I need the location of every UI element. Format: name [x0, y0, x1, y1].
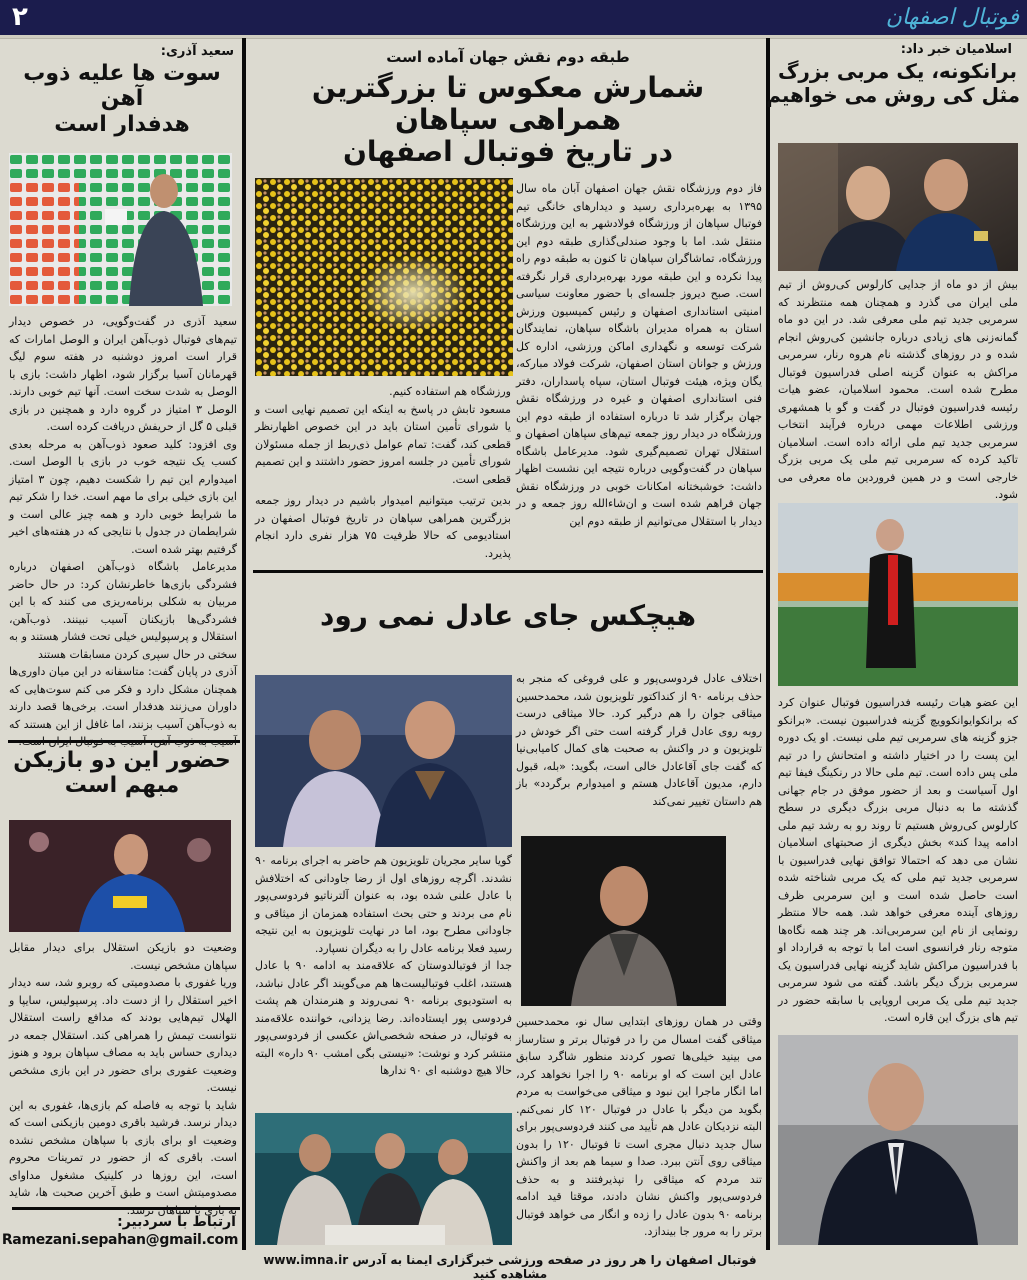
left-article-1-p1: سعید آذری در گفت‌وگویی، در خصوص دیدار تیم‌های فوتبال ذوب‌آهن ایران و الوصل امارات که قرار است امروز دوشنبه در هفته سوم لیگ قهرمانان آسیا برگزار شود، اظهار داشت: بازی با الوصل به شدت سخت است. آنها تیم خوبی دارند. الوصل ۳ امتیاز در گروه دارد و همچنین در بازی قبلی ۵ گل از حریفش دریافت کرده است.	[9, 315, 237, 433]
masthead-underline	[0, 35, 1027, 39]
photo-two-tv-hosts	[255, 675, 512, 847]
footer-text: فوتبال اصفهان را هر روز در صفحه ورزشی خبرگزاری ایمنا به آدرس www.imna.ir مشاهده کنید	[263, 1253, 757, 1280]
left-article-1-p4: آذری در پایان گفت: متاسفانه در این میان داوری‌ها همچنان مشکل دارد و فکر می کنم سوت‌هایی که داوران می‌زنند هدفدار است. برخی‌ها قصد دارند به ذوب‌آهن آسیب بزنند، اما غافل از این هستند که آسیب به ذوب آهن، آسیب به فوتبال ایران است.	[9, 665, 237, 748]
left-article-2-p1: وضعیت دو بازیکن استقلال برای دیدار مقابل سپاهان مشخص نیست.	[9, 941, 237, 972]
photo-queiroz-and-eslamian	[778, 143, 1018, 271]
center-top-headline-line1: شمارش معکوس تا بزرگترین همراهی سپاهان	[311, 71, 705, 137]
center-top-body-left-p3: بدین ترتیب میتوانیم امیدوار باشیم در دیدار روز جمعه بزرگترین همراهی سپاهان در تاریخ فوتبال اصفهان در استادیومی که حالا ظرفیت ۷۵ هزار نفری دارد انجام پذیرد.	[255, 494, 511, 560]
right-article-body-part1: بیش از دو ماه از جدایی کارلوس کی‌روش از تیم ملی ایران می گذرد و همچنان همه منتظرند که سرمربی جدید تیم ملی معرفی شد. در این دو ماه گمانه‌زنی های زیادی درباره جانشین کی‌روش انجام شده و در روزهای گذشته نام هروه رنار، سرمربی مراکش به عنوان گزینه اصلی فدراسیون فوتبال مطرح شده است. محمود اسلامیان، عضو هیات رئیسه فدراسیون فوتبال در گفت و گو با همشهری ورزشی اطلاعات مهمی درباره فرآیند انتخاب سرمربی جدید تیم ملی ارائه داده است. اسلامیان تاکید کرده که سرمربی تیم ملی یک مربی بزرگ خارجی است و در همین فروردین ماه معرفی می شود.	[778, 278, 1018, 501]
page-number: ۲	[12, 2, 28, 32]
left-article-2-p2: وریا غفوری با مصدومیتی که روبرو شد، سه دیدار اخیر استقلال را از دست داد. پرسپولیس، سایپا و الهلال تیم‌هایی بودند که مدافع راست استقلال نتوانست تیمش را همراهی کند. استقلال جمعه در دیداری حساس باید به مصاف سپاهان برود و هنوز وضعیت عفوری برای حضور در این بازی مشخص نیست.	[9, 976, 237, 1094]
newspaper-logo: فوتبال اصفهان	[885, 5, 1019, 30]
center-top-body-left-p1: ورزشگاه هم استفاده کنیم.	[389, 385, 511, 398]
photo-two-tv-hosts-image	[255, 675, 512, 847]
contact-label: ارتباط با سردبیر:	[117, 1214, 236, 1230]
center-bottom-body-left	[255, 852, 512, 1080]
photo-esteghlal-player	[9, 820, 231, 932]
column-divider-left	[242, 38, 246, 1268]
left-article-1-p2: وی افزود: کلید صعود ذوب‌آهن به مرحله بعدی کسب یک نتیجه خوب در بازی با الوصل است. امیدوارم این تیم را شکست دهیم، چون ۳ امتیاز این بازی خیلی برای ما مهم است. خدا را شکر تیم ما شرایط خوبی دارد و همه چیز عالی است و شرایطمان در جدول با نتایجی که در هفته‌های اخیر گرفتیم بهتر شده است.	[9, 437, 237, 556]
center-bottom-body-right-top: اختلاف عادل فردوسی‌پور و علی فروغی که منجر به حذف برنامه ۹۰ از کنداکتور تلویزیون شد، محمدحسین میثاقی جوان را هم درگیر کرد. حالا میثاقی درست روبه روی عادل قرار گرفته است حتی اگر خودش در تلویزیون و در واکنش به صحبت های کمال کامیابی‌نیا که گفت جای آقاعادل خالی است، بگوید: «بله، قبول دارم، مدیون آقاعادل هستم و امیدوارم برگردد» باز هم داستان تغییر نمی‌کند	[516, 672, 762, 808]
left-article-2-body	[9, 939, 237, 1219]
left-article-2-p3: شاید با توجه به فاصله کم بازی‌ها، غفوری به این دیدار نرسد. فرشید باقری دومین بازیکنی است که وضعیت او برای بازی با سپاهان مشخص نشده است. باقری که از حضور در تمرینات محروم است، این روزها در کلینیک مشغول مداوای مصدومیتش است و طبق آخرین صحبت ها، شاید به بازی با سپاهان نرسد.	[9, 1098, 237, 1217]
center-top-article-header	[253, 48, 763, 169]
photo-coach-in-red-scarf-image	[778, 503, 1018, 686]
left-article-1-headline-line2: هدفدار است	[54, 111, 190, 137]
photo-sepahan-fans-image	[255, 178, 513, 376]
photo-saeed-azari-stadium-image	[9, 153, 232, 306]
center-top-body-right: فاز دوم ورزشگاه نقش جهان اصفهان آبان ماه سال ۱۳۹۵ به بهره‌برداری رسید و دیدارهای خانگی تیم فوتبال سپاهان از ورزشگاه فولادشهر به این ورزشگاه منتقل شد. اما با وجود صندلی‌گذاری طبقه دوم این ورزشگاه، تماشاگران سپاهان تا کنون به طبقه دوم راه پیدا نکرده و این طبقه مورد بهره‌برداری قرار نگرفته است. صبح دیروز جلسه‌ای با حضور معاونت سیاسی امنیتی استانداری اصفهان و رئیس کمیسیون ورزش استان به همراه مدیران باشگاه سپاهان، نمایندگان شرکت توسعه و نگهداری اماکن ورزشی، اداره کل ورزش و جوانان استان اصفهان، شرکت فولاد مبارکه، یگان ویژه، هیئت فوتبال استان، سپاه پاسداران، دفتر فنی استانداری اصفهان و غیره در ورزشگاه نقش جهان برگزار شد تا درباره استفاده از طبقه دوم این ورزشگاه در دیدار روز جمعه تیم‌های سپاهان اصفهان و استقلال تهران تصمیم‌گیری شود. مدیرعامل باشگاه سپاهان در گفت‌وگویی درباره نتیجه این نشست اظهار داشت: خوشبختانه امکانات خوبی در ورزشگاه نقش جهان فراهم شده است و ان‌شاءالله روز جمعه و در دیدار با استقلال می‌توانیم از طبقه دوم این	[516, 182, 762, 528]
right-article-body-part2: این عضو هیات رئیسه فدراسیون فوتبال عنوان کرد که برانکوایوانکوویچ گزینه فدراسیون نیست. «برانکو جزو گزینه های سرمربی تیم ملی نیست. او یک دوره این پست را در اختیار داشته و امتحانش را در تیم ملی پس داده است. تیم ملی حالا در رنکینگ فیفا تیم اول آسیاست و بعد از حضور موفق در جام جهانی گذشته ما به دنبال مربی بزرگ دیگری در سطح کارلوس کی‌روش هستیم تا روند رو به رشد تیم ملی ادامه پیدا کند» بخش دیگری از صحبتهای اسلامیان نشان می دهد که احتمالا توافق نهایی فدراسیون با سرمربی جدید تیم ملی که یک مربی شناخته شده است حاصل شده است و این سرمربی ظرف روزهای آینده معرفی خواهد شد. همه حالا منتظر رونمایی از نام این سرمربی‌اند. هر چند همه نگاه‌ها متوجه رنار فرانسوی است اما با توجه به قرارداد او با فدراسیون مراکش شاید گزینه نهایی فدراسیون یک سرمربی بزرگ دیگر باشد. گفته می شود سرمربی جدید تیم ملی یک مربی اروپایی با سابقه حضور در تیم های بزرگ این قاره است.	[778, 696, 1018, 1024]
photo-queiroz-and-eslamian-image	[778, 143, 1018, 271]
photo-sepahan-fans	[255, 178, 513, 376]
right-headline-line1: برانکونه، یک مربی بزرگ	[777, 59, 1018, 83]
contact-email-link[interactable]: Ramezani.sepahan@gmail.com	[1, 1232, 239, 1248]
center-bottom-headline: هیچکس جای عادل نمی رود	[319, 599, 697, 632]
center-section-divider	[253, 570, 763, 573]
left-article-1-headline-line1: سوت ها علیه ذوب آهن	[23, 61, 221, 112]
left-article-1-body	[9, 313, 237, 751]
photo-saeed-azari-stadium	[9, 153, 232, 306]
right-article	[766, 42, 1020, 107]
right-article-headline	[766, 59, 1020, 107]
photo-queiroz-portrait	[778, 1035, 1018, 1245]
photo-meysaghi-image	[521, 836, 726, 1006]
column-divider-right	[766, 38, 770, 1253]
center-bottom-body-left-p1: گویا سایر مجریان تلویزیون هم حاضر به اجرای برنامه ۹۰ نشدند. اگرچه روزهای اول از رضا جاودانی که اختلافش با عادل علنی شده بود، به عنوان آلترناتیو فردوسی‌پور نام می بردند و حتی بحث استفاده همزمان از میثاقی و جاودانی مطرح بود، اما در نهایت تلویزیون به این نتیجه رسید فعلا برنامه عادل را به دیگران نسپارد.	[255, 854, 512, 955]
photo-queiroz-portrait-image	[778, 1035, 1018, 1245]
left-article-1-header	[6, 44, 238, 137]
center-top-headline	[253, 72, 763, 169]
photo-esteghlal-player-image	[9, 820, 231, 932]
left-article-1-headline	[6, 61, 238, 137]
center-top-headline-line2: در تاریخ فوتبال اصفهان	[343, 135, 673, 169]
left-article-2-headline-line1: حضور این دو بازیکن	[13, 748, 231, 773]
center-top-body-left	[255, 383, 511, 562]
left-article-1-p3: مدیرعامل باشگاه ذوب‌آهن اصفهان درباره فشردگی بازی‌ها خاطرنشان کرد: در حال حاضر مربیان به شکلی برنامه‌ریزی می کنند که با این فشردگی‌ها بازیکنان آسیب نبینند. ذوب‌آهن، استقلال و پرسپولیس خیلی تحت فشار هستند و به سختی در حال سپری کردن مسابقات هستند	[9, 560, 237, 661]
right-article-kicker: اسلامیان خبر داد:	[900, 42, 1012, 57]
left-article-1-kicker: سعید آذری:	[160, 44, 234, 59]
photo-coach-in-red-scarf	[778, 503, 1018, 686]
masthead	[0, 0, 1027, 35]
right-headline-line2: مثل کی روش می خواهیم	[766, 83, 1020, 107]
photo-tv-studio-group	[255, 1113, 512, 1245]
center-bottom-body-left-p2: جدا از فوتبالدوستان که علاقه‌مند به ادامه ۹۰ با عادل هستند، اغلب فوتبالیست‌ها هم می‌گویند اگر عادل نباشد، به استودیوی برنامه ۹۰ نمی‌روند و هنرمندان هم پشت فردوسی پور ایستاده‌اند. رضا یزدانی، خواننده علاقه‌مند به فوتبال، در صفحه شخصی‌اش عکسی از فردوسی‌پور منتشر کرد و نوشت: «نیستی بگی امشب ۹۰ داره» البته حالا هیچ دوشنبه ای ۹۰ ندارها	[255, 959, 513, 1077]
left-article-2-headline	[6, 748, 238, 799]
left-article-2-headline-line2: مبهم است	[64, 773, 180, 799]
center-top-kicker: طبقه دوم نقش جهان آماده است	[386, 48, 630, 66]
photo-meysaghi	[521, 836, 726, 1006]
photo-tv-studio-group-image	[255, 1113, 512, 1245]
center-top-body-left-p2: مسعود تابش در پاسخ به اینکه این تصمیم نهایی است و یا شورای تأمین استان باید در این خصوص اظهارنظر قطعی کند، گفت: تمام عوامل ذی‌ربط از جمله مسئولان شورای تأمین در جلسه امروز حضور داشتند و این تصمیم قطعی است.	[255, 402, 511, 486]
center-bottom-body-right-bottom: وقتی در همان روزهای ابتدایی سال نو، محمدحسین میثاقی گفت امسال من را در فوتبال برتر و ستارساز می بینید خیلی‌ها تصور کردند منظور شاگرد سابق عادل این است که او برنامه ۹۰ را اجرا نخواهد کرد، اما انگار ماجرا این نبود و میثاقی می‌خواست به مردم بگوید من دیگر با عادل در فوتبال ۱۲۰ کار نمی‌کنم. البته نزدیکان عادل هم تأیید می کنند فردوسی‌پور برای سال جدید دنبال مجری است تا فوتبال ۱۲۰ را بدون میثاقی روی آنتن ببرد. صدا و سیما هم بعد از واکنش تند مردم که میثاقی را نپذیرفتند و به حذف فردوسی‌پور واکنش نشان دادند، موقتا قید ادامه برنامه ۹۰ بدون عادل را زده و انگار می خواهد فوتبال برتر را به مرور جا بیندازد.	[516, 1015, 763, 1238]
